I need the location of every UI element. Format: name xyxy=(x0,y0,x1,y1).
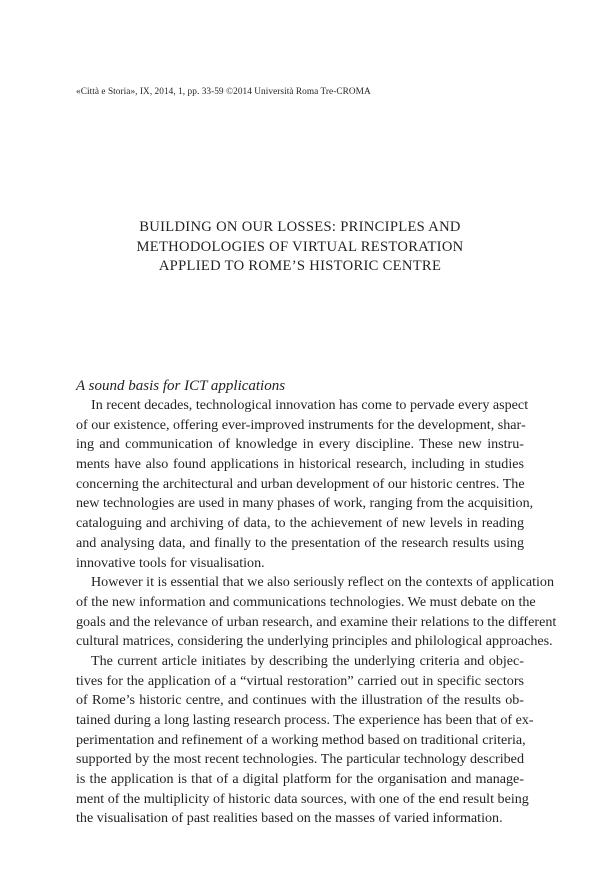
text-line: is the application is that of a digital platform for the organisation and manage- xyxy=(76,771,524,788)
text-line: the visualisation of past realities based on the masses of varied information. xyxy=(76,810,503,827)
text-line: ing and communication of knowledge in every discipline. These new instru- xyxy=(76,436,524,453)
text-line: ments have also found applications in historical research, including in studies xyxy=(76,456,524,473)
text-line: In recent decades, technological innovation has come to pervade every aspect xyxy=(91,397,529,413)
text-line: and analysing data, and finally to the presentation of the research results using xyxy=(76,534,524,551)
article-body xyxy=(76,396,557,829)
text-line: of our existence, offering ever-improved instruments for the development, shar- xyxy=(76,416,526,433)
article-title-line: BUILDING ON OUR LOSSES: PRINCIPLES AND xyxy=(139,219,461,235)
text-line: of Rome’s historic centre, and continues with the illustration of the results ob- xyxy=(76,692,524,709)
text-line: tives for the application of a “virtual restoration” carried out in specific sectors xyxy=(76,672,524,689)
article-title-line: METHODOLOGIES OF VIRTUAL RESTORATION xyxy=(136,238,464,255)
text-line: cultural matrices, considering the underlying principles and philological approaches. xyxy=(76,633,553,650)
section-heading: A sound basis for ICT applications xyxy=(76,378,286,394)
text-line: goals and the relevance of urban research, and examine their relations to the different xyxy=(76,613,557,630)
text-line: tained during a long lasting research process. The experience has been that of ex- xyxy=(76,712,534,728)
article-title xyxy=(76,218,524,277)
paragraph-3 xyxy=(76,652,534,829)
text-line: supported by the most recent technologies. The particular technology described xyxy=(76,751,524,768)
article-title-line: APPLIED TO ROME’S HISTORIC CENTRE xyxy=(158,258,442,274)
text-line: of the new information and communications technologies. We must debate on the xyxy=(76,593,536,610)
text-line: The current article initiates by describing the underlying criteria and objec- xyxy=(91,652,524,669)
journal-citation: «Città e Storia», IX, 2014, 1, pp. 33-59 ©2014 Università Roma Tre-CROMA xyxy=(76,87,371,97)
text-line: new technologies are used in many phases of work, ranging from the acquisition, xyxy=(76,495,534,512)
paragraph-1 xyxy=(76,396,534,573)
text-line: concerning the architectural and urban development of our historic centres. The xyxy=(76,475,525,492)
paragraph-2 xyxy=(76,573,557,652)
text-line: innovative tools for visualisation. xyxy=(76,554,265,571)
text-line: ment of the multiplicity of historic data sources, with one of the end result being xyxy=(76,790,529,807)
text-line: However it is essential that we also seriously reflect on the contexts of application xyxy=(91,574,555,591)
text-line: perimentation and refinement of a working method based on traditional criteria, xyxy=(76,731,526,748)
text-line: cataloguing and archiving of data, to the achievement of new levels in reading xyxy=(76,515,524,532)
